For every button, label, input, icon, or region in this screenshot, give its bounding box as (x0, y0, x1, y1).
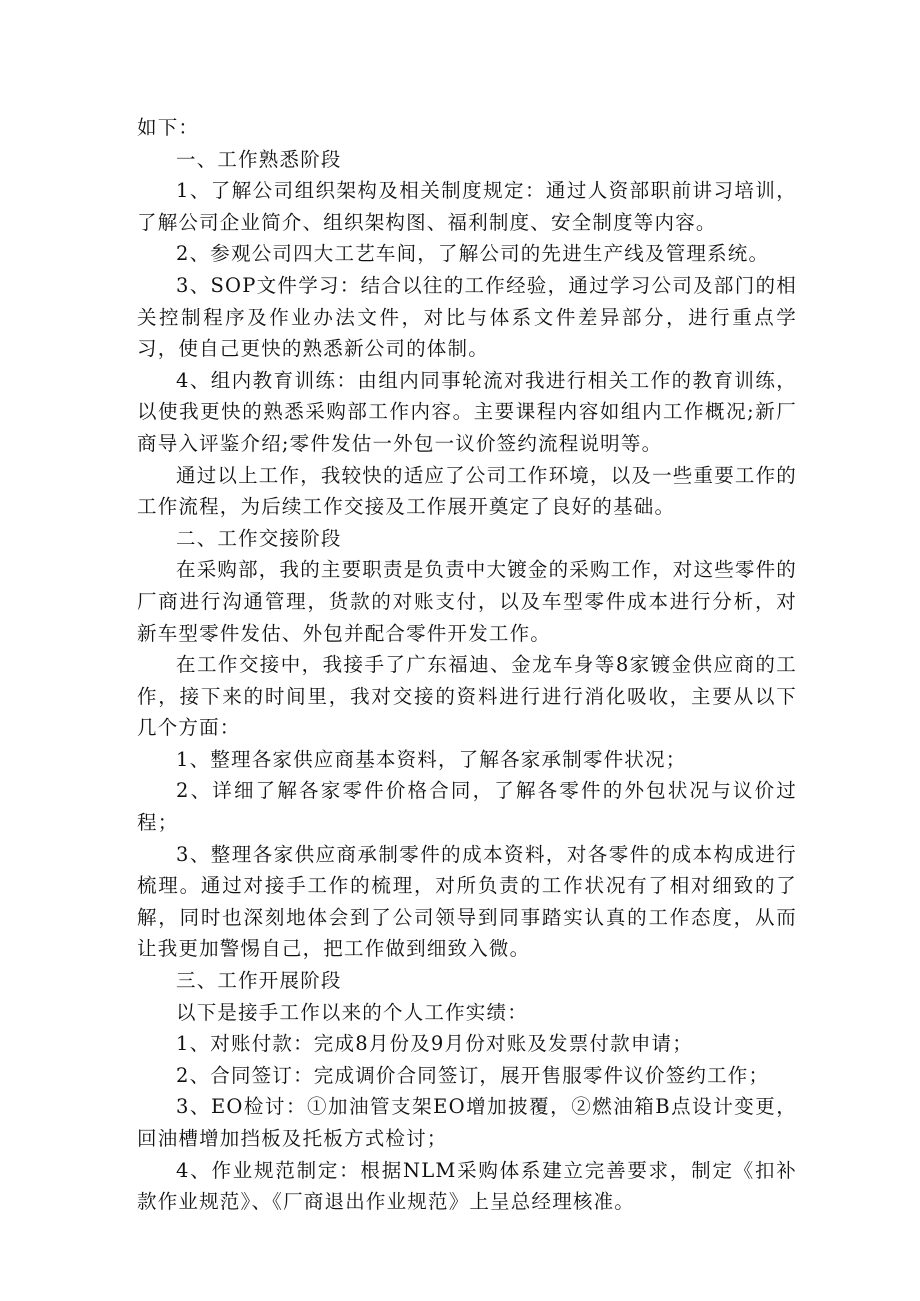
paragraph-team-training: 4、组内教育训练：由组内同事轮流对我进行相关工作的教育训练，以使我更快的熟悉采购部工作内容。主要课程内容如组内工作概况;新厂商导入评鉴介绍;零件发估一外包一议价签约流程说明等。 (137, 368, 797, 455)
paragraph-intro: 如下： (137, 116, 200, 139)
section-heading-handover: 二、工作交接阶段 (176, 526, 342, 550)
paragraph-price-contracts: 2、详细了解各家零件价格合同，了解各零件的外包状况与议价过程； (137, 779, 797, 835)
paragraph-org-structure: 1、了解公司组织架构及相关制度规定：通过人资部职前讲习培训，了解公司企业简介、组织架构图、福利制度、安全制度等内容。 (137, 179, 797, 234)
section-heading-familiarization: 一、工作熟悉阶段 (176, 147, 342, 171)
paragraph-supplier-data: 1、整理各家供应商基本资料，了解各家承制零件状况； (176, 747, 687, 771)
paragraph-responsibilities: 在采购部，我的主要职责是负责中大镀金的采购工作，对这些零件的厂商进行沟通管理，货款的对账支付，以及车型零件成本进行分析，对新车型零件发估、外包并配合零件开发工作。 (137, 558, 798, 645)
paragraph-summary-familiarization: 通过以上工作，我较快的适应了公司工作环境，以及一些重要工作的工作流程，为后续工作交接及工作展开奠定了良好的基础。 (137, 463, 798, 519)
paragraph-eo-review: 3、EO检讨：①加油管支架EO增加披覆，②燃油箱B点设计变更，回油槽增加挡板及托板方式检讨； (137, 1095, 797, 1150)
paragraph-standards: 4、作业规范制定：根据NLM采购体系建立完善要求，制定《扣补款作业规范》、《厂商退出作业规范》上呈总经理核准。 (137, 1158, 797, 1214)
paragraph-sop-study: 3、SOP文件学习：结合以往的工作经验，通过学习公司及部门的相关控制程序及作业办法文件，对比与体系文件差异部分，进行重点学习，使自己更快的熟悉新公司的体制。 (137, 273, 797, 361)
paragraph-handover-overview: 在工作交接中，我接手了广东福迪、金龙车身等8家镀金供应商的工作，接下来的时间里，我对交接的资料进行进行消化吸收，主要从以下几个方面： (137, 653, 797, 740)
document-body (137, 112, 797, 1218)
paragraph-reconciliation: 1、对账付款：完成8月份及9月份对账及发票付款申请； (176, 1032, 693, 1056)
section-heading-execution: 三、工作开展阶段 (176, 969, 342, 993)
paragraph-contract-signing: 2、合同签订：完成调价合同签订，展开售服零件议价签约工作； (176, 1063, 770, 1087)
paragraph-achievements-intro: 以下是接手工作以来的个人工作实绩： (176, 1000, 528, 1024)
paragraph-cost-analysis: 3、整理各家供应商承制零件的成本资料，对各零件的成本构成进行梳理。通过对接手工作的梳理，对所负责的工作状况有了相对细致的了解，同时也深刻地体会到了公司领导到同事踏实认真的工作态度，从而让我更加警惕自己，把工作做到细致入微。 (137, 842, 797, 961)
paragraph-workshop-visit: 2、参观公司四大工艺车间，了解公司的先进生产线及管理系统。 (176, 242, 770, 266)
